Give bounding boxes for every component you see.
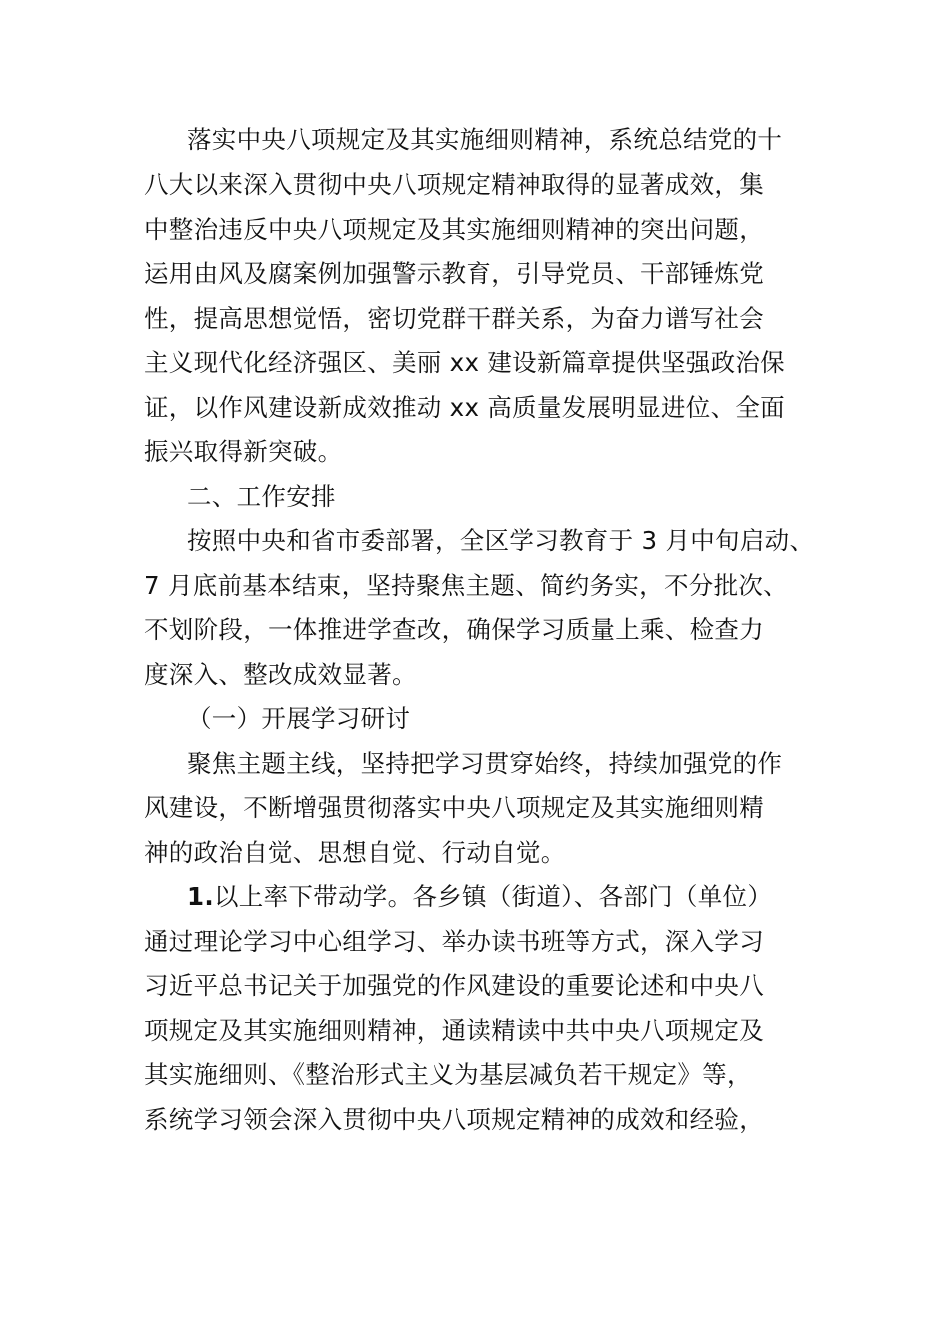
item-number: 1.	[187, 882, 214, 911]
paragraph-4-line-5: 其实施细则、《整治形式主义为基层减负若干规定》等，	[144, 1060, 752, 1089]
paragraph-2-line-4: 度深入、整改成效显著。	[144, 660, 417, 689]
paragraph-1-line-3: 中整治违反中央八项规定及其实施细则精神的突出问题，	[144, 215, 764, 244]
paragraph-1-line-1: 落实中央八项规定及其实施细则精神，系统总结党的十	[187, 125, 783, 154]
paragraph-1-line-6: 主义现代化经济强区、美丽 xx 建设新篇章提供坚强政治保	[144, 348, 785, 377]
paragraph-1-line-4: 运用由风及腐案例加强警示教育，引导党员、干部锤炼党	[144, 259, 764, 288]
paragraph-4-line-6: 系统学习领会深入贯彻中央八项规定精神的成效和经验，	[144, 1105, 764, 1134]
paragraph-4-line-4: 项规定及其实施细则精神，通读精读中共中央八项规定及	[144, 1016, 764, 1045]
subsection-heading-study-discussion: （一）开展学习研讨	[187, 704, 411, 733]
paragraph-1-line-2: 八大以来深入贯彻中央八项规定精神取得的显著成效，集	[144, 170, 764, 199]
paragraph-3-line-2: 风建设，不断增强贯彻落实中央八项规定及其实施细则精	[144, 793, 764, 822]
paragraph-3-line-3: 神的政治自觉、思想自觉、行动自觉。	[144, 838, 566, 867]
paragraph-1-line-5: 性，提高思想觉悟，密切党群干群关系，为奋力谱写社会	[144, 304, 764, 333]
paragraph-3-line-1: 聚焦主题主线，坚持把学习贯穿始终，持续加强党的作	[187, 749, 783, 778]
paragraph-4-line-2: 通过理论学习中心组学习、举办读书班等方式，深入学习	[144, 927, 764, 956]
paragraph-2-line-3: 不划阶段，一体推进学查改，确保学习质量上乘、检查力	[144, 615, 764, 644]
paragraph-4-line-1	[187, 881, 772, 913]
paragraph-1-line-7: 证，以作风建设新成效推动 xx 高质量发展明显进位、全面	[144, 393, 785, 422]
paragraph-2-line-1: 按照中央和省市委部署，全区学习教育于 3 月中旬启动、	[187, 526, 815, 555]
paragraph-1-line-8: 振兴取得新突破。	[144, 437, 343, 466]
item-text: 以上率下带动学。各乡镇（街道）、各部门（单位）	[213, 882, 773, 911]
paragraph-4-line-3: 习近平总书记关于加强党的作风建设的重要论述和中央八	[144, 971, 764, 1000]
section-heading-work-arrangement: 二、工作安排	[187, 482, 336, 511]
paragraph-2-line-2: 7 月底前基本结束，坚持聚焦主题、简约务实，不分批次、	[144, 571, 788, 600]
